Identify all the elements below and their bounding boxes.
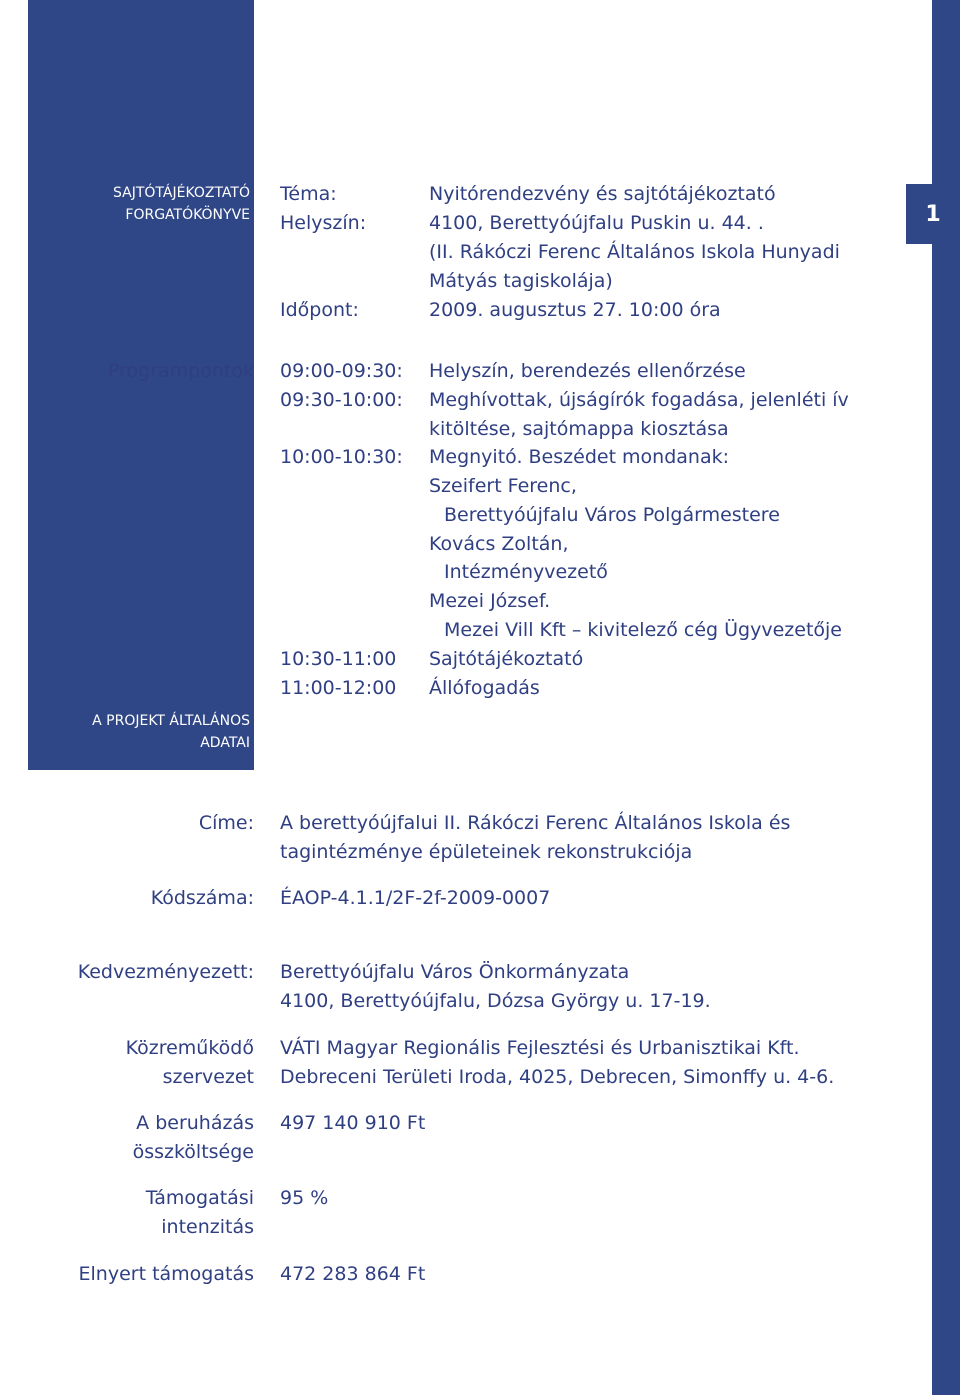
- idopont-label: Időpont:: [280, 299, 359, 321]
- kedvezmenyezett-label: Kedvezményezett:: [77, 961, 254, 983]
- speaker-role: Mezei Vill Kft – kivitelező cég Ügyvezetője: [444, 619, 842, 641]
- beruhazas-value: 497 140 910 Ft: [280, 1112, 426, 1134]
- cime-label: Címe:: [198, 812, 254, 834]
- programme-text: Sajtótájékoztató: [429, 648, 584, 670]
- cime-line: tagintézménye épületeinek rekonstrukciója: [280, 841, 693, 863]
- idopont-value: 2009. augusztus 27. 10:00 óra: [429, 299, 721, 321]
- helyszin-line: (II. Rákóczi Ferenc Általános Iskola Hunyadi: [429, 241, 840, 263]
- section-title-line: SAJTÓTÁJÉKOZTATÓ: [113, 185, 250, 201]
- page-number-tab: 1: [906, 184, 960, 244]
- section-title-press-script: [30, 182, 250, 226]
- helyszin-line: 4100, Berettyóújfalu Puskin u. 44. .: [429, 212, 764, 234]
- programme-text: Állófogadás: [429, 677, 540, 699]
- programme-text: Meghívottak, újságírók fogadása, jelenléti ív: [429, 389, 849, 411]
- beruhazas-label: összköltsége: [132, 1141, 254, 1163]
- tamogatasi-label: intenzitás: [161, 1216, 254, 1238]
- elnyert-value: 472 283 864 Ft: [280, 1263, 426, 1285]
- section-title-line: FORGATÓKÖNYVE: [125, 207, 250, 223]
- speaker-role: Intézményvezető: [444, 561, 608, 583]
- tamogatasi-label: Támogatási: [145, 1187, 254, 1209]
- kozremukodo-label: szervezet: [162, 1066, 254, 1088]
- programme-time: 09:00-09:30:: [280, 360, 403, 382]
- top-left-blue-bar: [28, 0, 254, 176]
- programme-text: Helyszín, berendezés ellenőrzése: [429, 360, 746, 382]
- tema-label: Téma:: [280, 183, 337, 205]
- kozremukodo-label: Közreműködő: [125, 1037, 254, 1059]
- programme-label: Programpontok: [108, 360, 254, 382]
- helyszin-label: Helyszín:: [280, 212, 367, 234]
- kodszam-value: ÉAOP-4.1.1/2F-2f-2009-0007: [280, 887, 551, 909]
- beruhazas-label: A beruházás: [136, 1112, 254, 1134]
- left-blue-panel: [28, 176, 254, 770]
- kozremukodo-line: Debreceni Területi Iroda, 4025, Debrecen, Simonffy u. 4-6.: [280, 1066, 835, 1088]
- cime-line: A berettyóújfalui II. Rákóczi Ferenc Általános Iskola és: [280, 812, 791, 834]
- speaker-role: Berettyóújfalu Város Polgármestere: [444, 504, 780, 526]
- speaker-name: Mezei József.: [429, 590, 551, 612]
- programme-time: 09:30-10:00:: [280, 389, 403, 411]
- programme-text: kitöltése, sajtómappa kiosztása: [429, 418, 729, 440]
- section-title-project-data: [30, 710, 250, 754]
- helyszin-line: Mátyás tagiskolája): [429, 270, 613, 292]
- tema-value: Nyitórendezvény és sajtótájékoztató: [429, 183, 776, 205]
- programme-text: Megnyitó. Beszédet mondanak:: [429, 446, 730, 468]
- kedvezmenyezett-line: Berettyóújfalu Város Önkormányzata: [280, 961, 630, 983]
- programme-time: 11:00-12:00: [280, 677, 397, 699]
- kodszam-label: Kódszáma:: [150, 887, 254, 909]
- speaker-name: Szeifert Ferenc,: [429, 475, 577, 497]
- elnyert-label: Elnyert támogatás: [78, 1263, 254, 1285]
- section-title-line: ADATAI: [200, 735, 250, 751]
- section-title-line: A PROJEKT ÁLTALÁNOS: [92, 713, 250, 729]
- speaker-name: Kovács Zoltán,: [429, 533, 569, 555]
- tamogatasi-value: 95 %: [280, 1187, 329, 1209]
- kozremukodo-line: VÁTI Magyar Regionális Fejlesztési és Urbanisztikai Kft.: [280, 1037, 800, 1059]
- programme-time: 10:30-11:00: [280, 648, 397, 670]
- kedvezmenyezett-line: 4100, Berettyóújfalu, Dózsa György u. 17-19.: [280, 990, 711, 1012]
- programme-time: 10:00-10:30:: [280, 446, 403, 468]
